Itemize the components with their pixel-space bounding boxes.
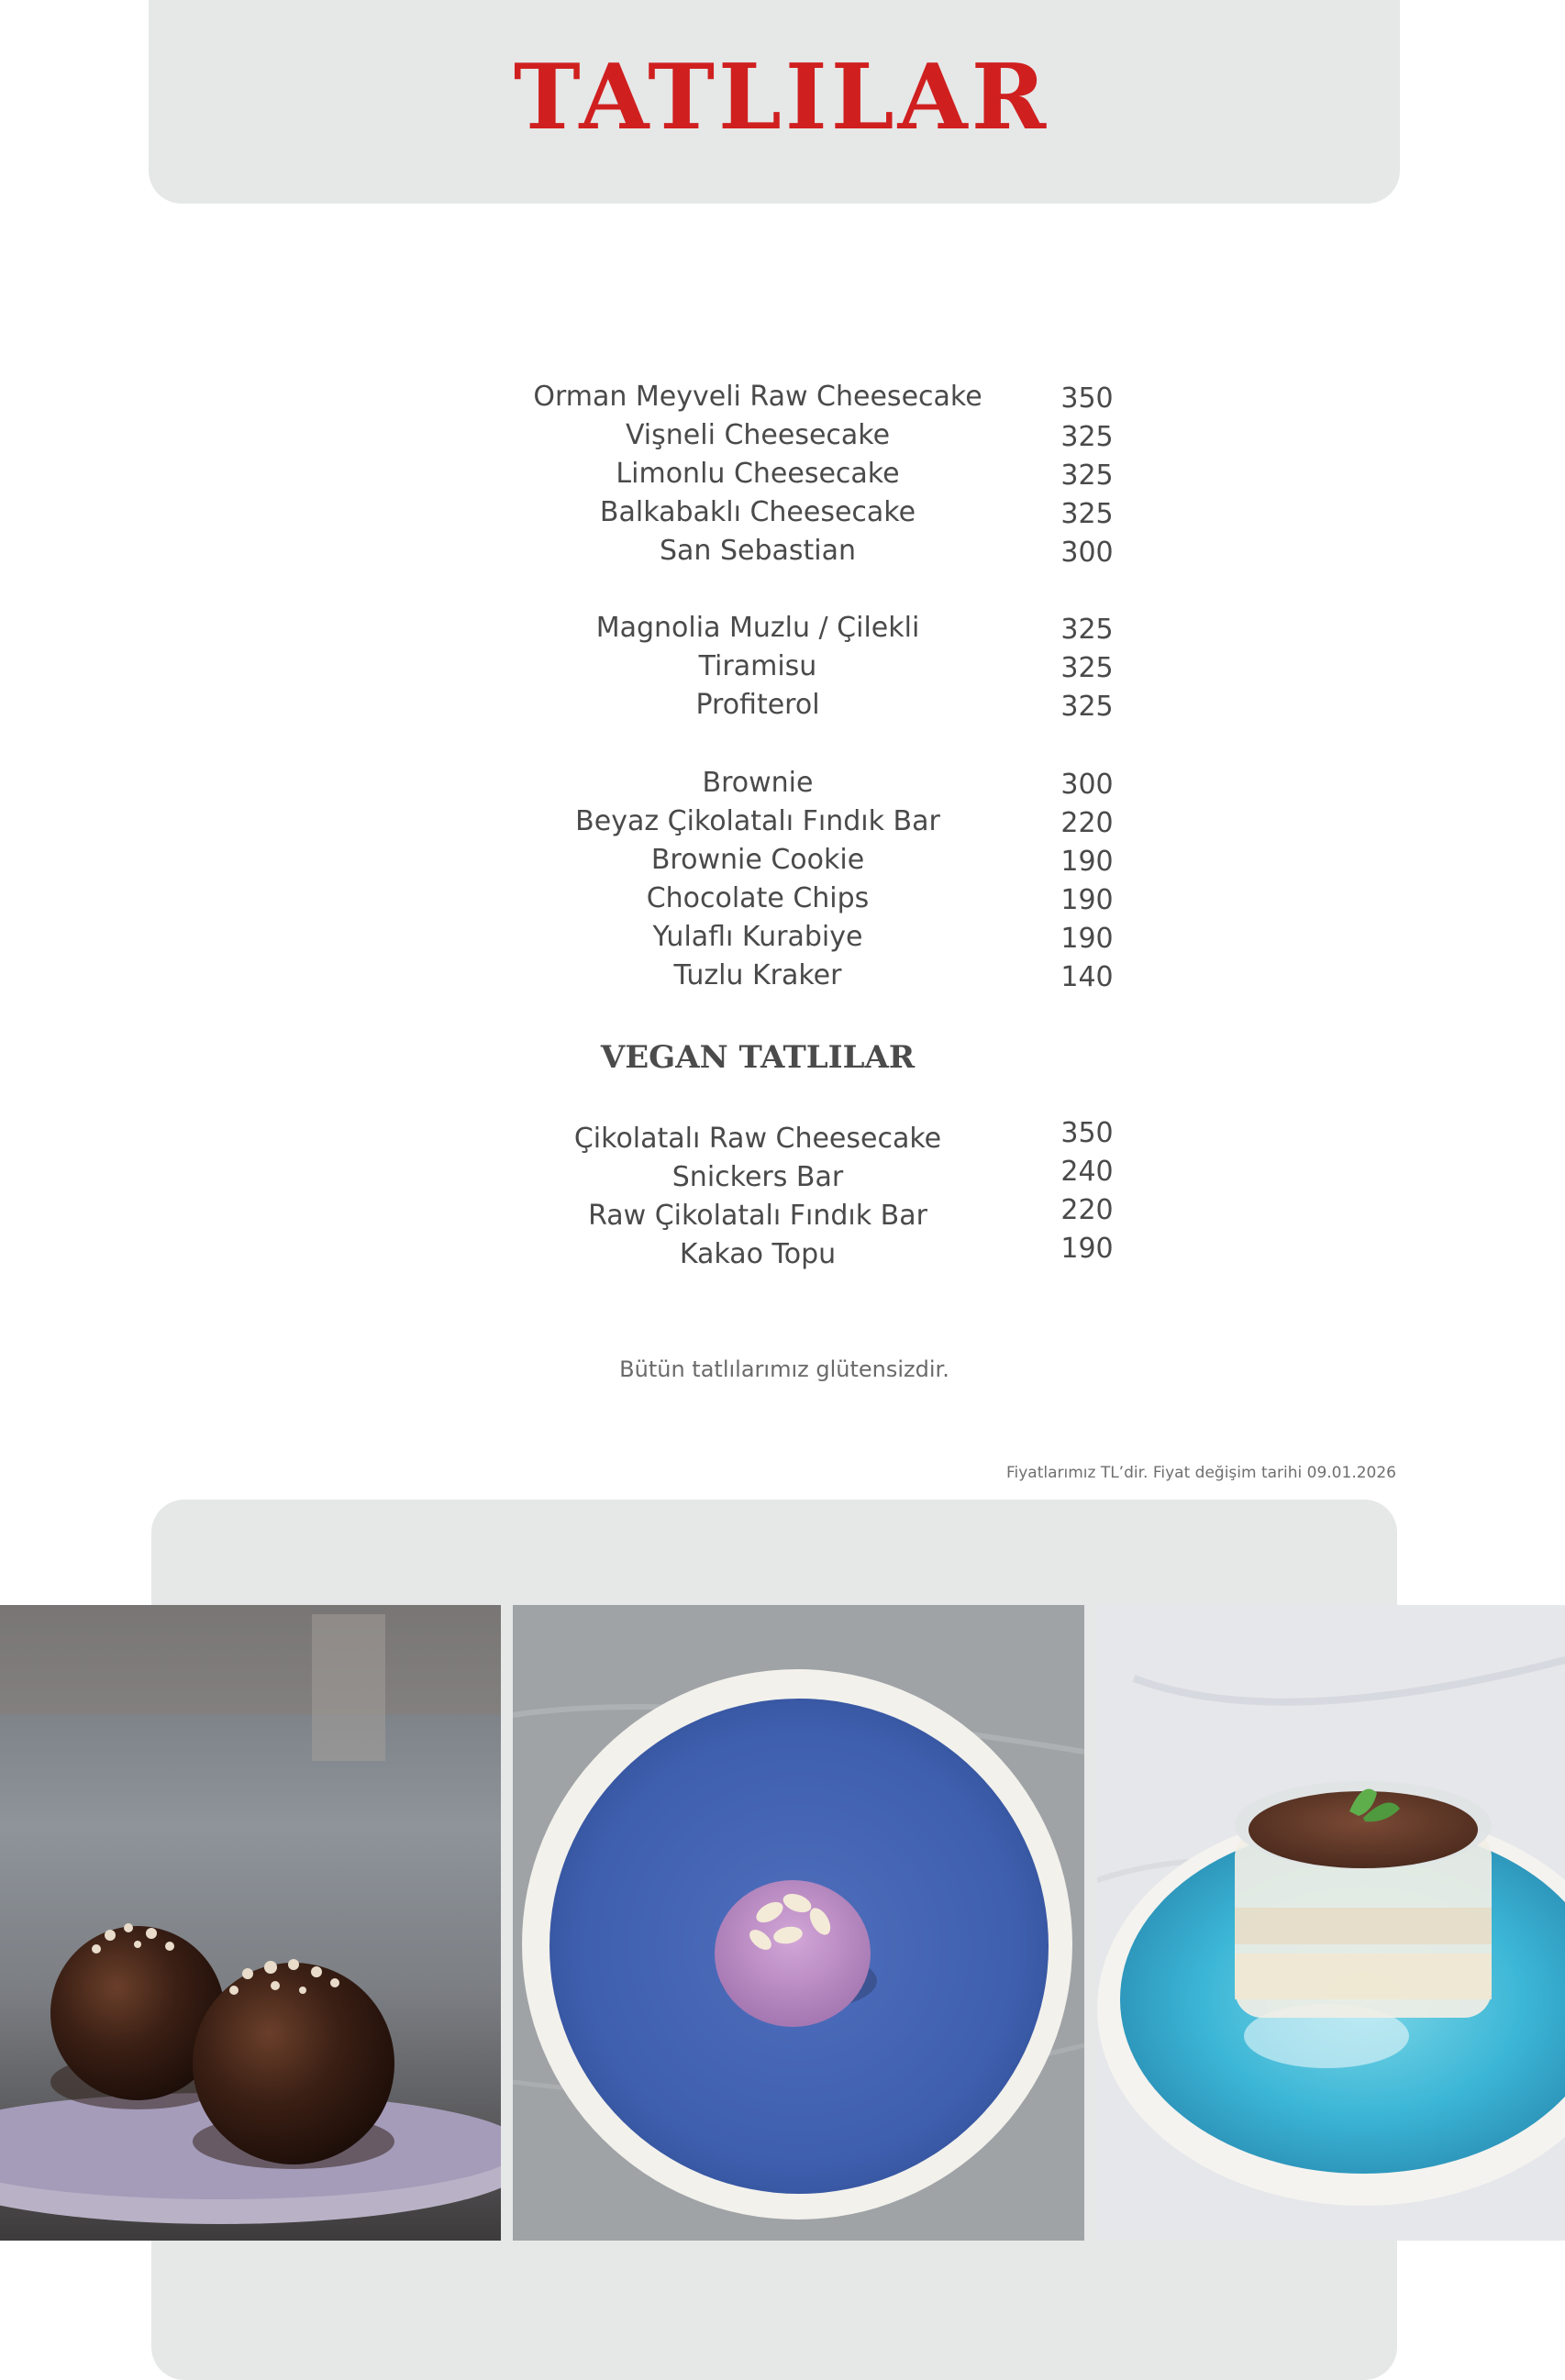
price-info-note: Fiyatlarımız TL’dir. Fiyat değişim tarihi 09.01.2026 [1005,1464,1396,1482]
menu-item-name: Beyaz Çikolatalı Fındık Bar [575,805,940,837]
page-title: TATLILAR [513,45,1050,150]
menu-item-name: San Sebastian [659,535,857,567]
menu-item-price: 325 [1060,459,1114,492]
berry-cheesecake-photo [513,1605,1084,2241]
menu-item-price: 140 [1060,961,1114,993]
menu-item-name: Profiterol [695,689,820,721]
menu-item-price: 300 [1060,769,1114,801]
menu-item-price: 300 [1060,537,1114,569]
menu-item-price: 220 [1060,807,1114,839]
menu-item-price: 190 [1060,923,1114,955]
menu-item-price: 325 [1060,691,1114,723]
menu-item-price: 190 [1060,1233,1114,1265]
tiramisu-photo [1097,1605,1565,2241]
menu-item-name: Snickers Bar [672,1161,844,1193]
menu-item-name: Raw Çikolatalı Fındık Bar [588,1200,927,1232]
menu-item-name: Brownie Cookie [650,844,865,876]
chocolate-balls-photo [0,1605,501,2241]
menu-item-price: 325 [1060,614,1114,646]
gluten-free-note: Bütün tatlılarımız glütensizdir. [619,1356,949,1382]
menu-item-price: 325 [1060,652,1114,684]
menu-item-name: Balkabaklı Cheesecake [599,496,916,528]
menu-item-price: 240 [1060,1156,1114,1188]
menu-item-price: 325 [1060,421,1114,453]
menu-item-price: 325 [1060,498,1114,530]
menu-item-name: Limonlu Cheesecake [616,458,900,490]
menu-item-name: Tiramisu [698,650,817,682]
menu-item-price: 220 [1060,1194,1114,1226]
menu-item-price: 350 [1060,1117,1114,1149]
menu-item-name: Tuzlu Kraker [673,959,842,991]
menu-item-name: Çikolatalı Raw Cheesecake [573,1123,942,1155]
menu-item-price: 190 [1060,884,1114,916]
menu-item-name: Magnolia Muzlu / Çilekli [595,612,920,644]
vegan-section-heading: VEGAN TATLILAR [600,1039,916,1076]
menu-item-name: Chocolate Chips [646,882,870,914]
menu-item-name: Kakao Topu [679,1238,837,1270]
menu-item-name: Vişneli Cheesecake [625,419,891,451]
menu-item-price: 190 [1060,846,1114,878]
menu-item-price: 350 [1060,382,1114,415]
menu-item-name: Yulaflı Kurabiye [652,921,863,953]
menu-item-name: Orman Meyveli Raw Cheesecake [533,381,982,413]
menu-item-name: Brownie [702,767,814,799]
